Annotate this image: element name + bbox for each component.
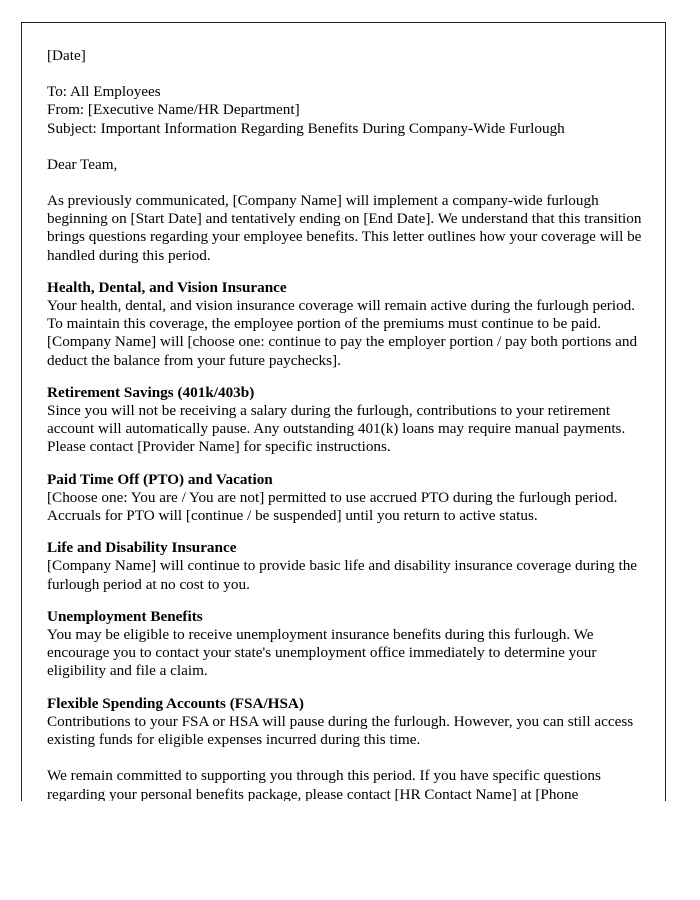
subject-line: Subject: Important Information Regarding Benefits During Company-Wide Furlough [47,119,565,137]
section-heading: Unemployment Benefits [47,607,203,625]
section-heading: Paid Time Off (PTO) and Vacation [47,470,273,488]
document-body [47,47,651,801]
section-unemployment-benefits [47,608,651,681]
salutation: Dear Team, [47,155,118,173]
spacer-before-section-6 [47,681,651,695]
date-placeholder: [Date] [47,47,86,64]
spacer-before-section-5 [47,594,651,608]
section-body: [Company Name] will continue to provide basic life and disability insurance coverage during the furlough period at no cost to you. [47,557,638,593]
section-health-dental-vision [47,279,651,370]
section-body: Your health, dental, and vision insurance coverage will remain active during the furlough period. To maintain this coverage, the employee portion of the premiums must continue to be paid. [Company Name] will [choose one: continue to pay the employer portion / pay both portions and deduct the balance from your future paychecks]. [47,297,638,369]
section-body: Contributions to your FSA or HSA will pause during the furlough. However, you can still access existing funds for eligible expenses incurred during this time. [47,712,634,749]
section-body: Since you will not be receiving a salary during the furlough, contributions to your retirement account will automatically pause. Any outstanding 401(k) loans may require manual payments. Please contact [Provider Name] for specific instructions. [47,402,626,456]
section-flexible-spending-accounts [47,695,651,750]
section-heading: Retirement Savings (401k/403b) [47,383,255,401]
section-paid-time-off [47,471,651,526]
intro-paragraph: As previously communicated, [Company Name] will implement a company-wide furlough beginning on [Start Date] and tentatively ending on [End Date]. We understand that this transition brings questions regarding your employee benefits. This letter outlines how your coverage will be handled during this period. [47,192,642,264]
section-body: [Choose one: You are / You are not] permitted to use accrued PTO during the furlough period. Accruals for PTO will [continue / be suspended] until you return to active status. [47,488,618,525]
spacer-after-salutation [47,174,651,192]
spacer-before-section-2 [47,370,651,384]
section-retirement-savings [47,384,651,457]
recipient-line: To: All Employees [47,83,161,101]
section-heading: Flexible Spending Accounts (FSA/HSA) [47,694,304,712]
section-life-disability-insurance [47,539,651,594]
section-heading: Health, Dental, and Vision Insurance [47,278,287,296]
spacer-before-section-3 [47,457,651,471]
spacer-after-date [47,65,651,83]
spacer-after-header [47,138,651,156]
document-page [21,22,666,801]
spacer-before-section-4 [47,525,651,539]
spacer-before-closing [47,749,651,767]
letter-header-block [47,83,651,138]
section-body: You may be eligible to receive unemployment insurance benefits during this furlough. We encourage you to contact your state's unemployment office immediately to determine your eligibility and file a claim. [47,626,597,680]
closing-paragraph: We remain committed to supporting you through this period. If you have specific questions regarding your personal benefits package, please contact [HR Contact Name] at [Phone [47,767,601,801]
sender-line: From: [Executive Name/HR Department] [47,101,300,119]
spacer-before-section-1 [47,265,651,279]
section-heading: Life and Disability Insurance [47,539,237,557]
